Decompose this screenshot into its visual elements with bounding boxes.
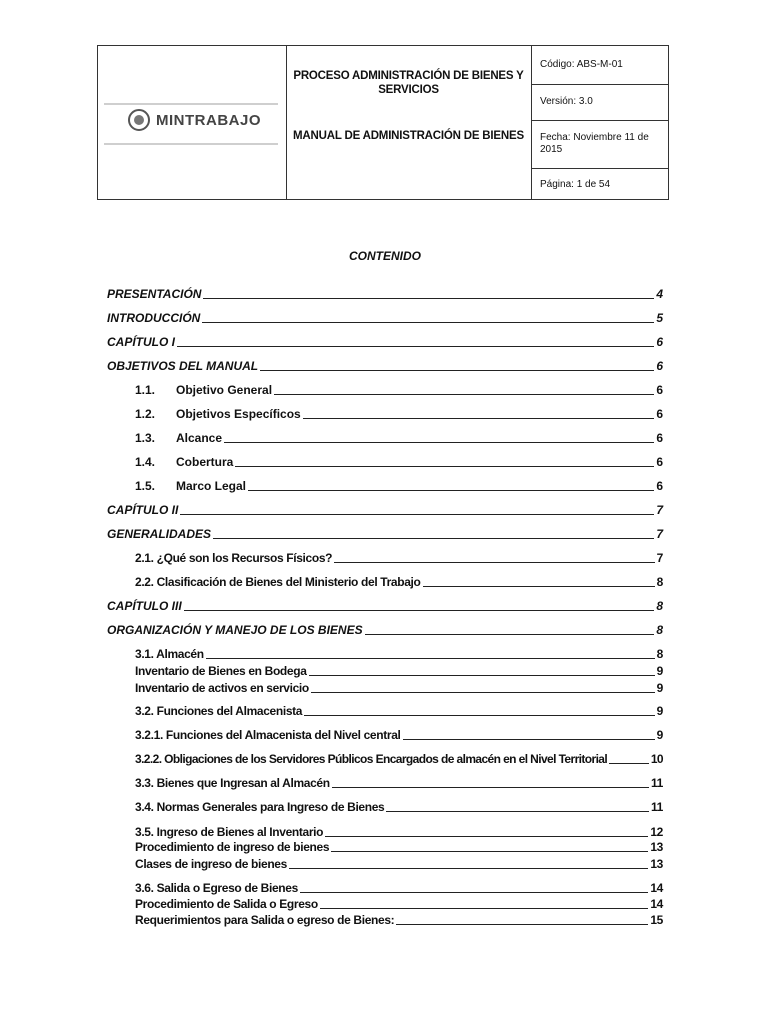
document-header [97, 45, 669, 200]
toc-entry-number: 1.4. [135, 455, 156, 469]
toc-entry-page: 6 [656, 383, 663, 397]
toc-entry-title: 2.1. ¿Qué son los Recursos Físicos? [135, 551, 333, 565]
toc-leader [203, 297, 654, 299]
toc-leader [325, 835, 648, 837]
toc-leader [184, 609, 655, 611]
toc-entry-title: Clases de ingreso de bienes [135, 857, 287, 871]
toc-entry[interactable] [135, 478, 663, 494]
toc-leader [334, 561, 655, 563]
toc-entry-title: Cobertura [176, 455, 234, 469]
logo-rule-bottom [104, 143, 278, 145]
toc-entry-title: Objetivo General [176, 383, 273, 397]
toc-entry-page: 6 [656, 359, 663, 373]
toc-leader [365, 633, 655, 635]
toc-entry-page: 6 [656, 335, 663, 349]
meta-divider [531, 120, 668, 121]
logo-text: MINTRABAJO [156, 111, 261, 129]
toc-leader [331, 850, 648, 852]
toc-entry[interactable] [135, 680, 663, 696]
toc-entry-title: CAPÍTULO I [107, 335, 175, 349]
toc-entry-title: GENERALIDADES [107, 527, 212, 541]
title-cell [286, 46, 532, 199]
toc-entry[interactable] [135, 703, 663, 719]
toc-entry[interactable] [135, 839, 663, 855]
toc-entry-page: 7 [656, 551, 663, 565]
toc-leader [320, 907, 648, 909]
codigo-label: Código: ABS-M-01 [540, 59, 623, 70]
toc-leader [206, 657, 655, 659]
toc-entry-title: 3.2.2. Obligaciones de los Servidores Públicos Encargados de almacén en el Nivel Territorial [135, 752, 608, 766]
toc-entry-page: 15 [650, 913, 663, 927]
toc-entry-page: 7 [656, 503, 663, 517]
toc-leader [403, 738, 655, 740]
toc-entry[interactable] [107, 310, 663, 326]
toc-entry-number: 1.1. [135, 383, 156, 397]
toc-entry-title: Marco Legal [176, 479, 247, 493]
toc-entry-page: 8 [656, 623, 663, 637]
toc-entry-number: 1.5. [135, 479, 156, 493]
mintrabajo-logo [128, 109, 261, 131]
toc-leader [304, 714, 655, 716]
toc-entry-title: Alcance [176, 431, 223, 445]
toc-entry-title: OBJETIVOS DEL MANUAL [107, 359, 259, 373]
toc-entry[interactable] [135, 406, 663, 422]
toc-entry-page: 11 [651, 776, 663, 790]
toc-entry-page: 13 [650, 840, 663, 854]
toc-entry-page: 6 [656, 431, 663, 445]
toc-entry-page: 10 [650, 752, 663, 766]
toc-entry[interactable] [135, 550, 663, 566]
toc-entry-page: 6 [656, 479, 663, 493]
toc-leader [177, 345, 654, 347]
toc-leader [180, 513, 654, 515]
toc-entry[interactable] [135, 880, 663, 896]
toc-entry[interactable] [135, 824, 663, 840]
toc-leader [260, 369, 654, 371]
toc-entry[interactable] [135, 663, 663, 679]
toc-entry-title: Inventario de activos en servicio [135, 681, 309, 695]
toc-entry-title: PRESENTACIÓN [107, 287, 202, 301]
logo-rule-top [104, 103, 278, 105]
toc-entry-page: 14 [650, 881, 663, 895]
toc-entry-page: 9 [656, 681, 663, 695]
toc-entry-title: CAPÍTULO III [107, 599, 182, 613]
toc-entry-page: 9 [656, 704, 663, 718]
toc-entry[interactable] [135, 430, 663, 446]
toc-leader [289, 867, 648, 869]
toc-entry[interactable] [107, 622, 663, 638]
meta-divider [531, 168, 668, 169]
toc-entry-title: 3.3. Bienes que Ingresan al Almacén [135, 776, 330, 790]
toc-entry-title: Procedimiento de ingreso de bienes [135, 840, 330, 854]
toc-entry-page: 8 [656, 599, 663, 613]
toc-leader [303, 417, 655, 419]
toc-entry[interactable] [135, 574, 663, 590]
toc-entry[interactable] [135, 896, 663, 912]
toc-entry[interactable] [135, 856, 663, 872]
toc-leader [235, 465, 654, 467]
toc-entry-title: Procedimiento de Salida o Egreso [135, 897, 318, 911]
toc-entry-page: 9 [656, 664, 663, 678]
toc-leader [248, 489, 654, 491]
toc-entry-page: 6 [656, 407, 663, 421]
logo-cell [98, 46, 287, 199]
toc-entry-page: 11 [651, 800, 663, 814]
toc-entry-page: 8 [656, 647, 663, 661]
toc-entry[interactable] [107, 526, 663, 542]
toc-leader [224, 441, 654, 443]
toc-entry-number: 1.2. [135, 407, 156, 421]
toc-entry-page: 14 [650, 897, 663, 911]
toc-entry[interactable] [107, 598, 663, 614]
meta-divider [531, 84, 668, 85]
toc-entry-title: 3.2. Funciones del Almacenista [135, 704, 303, 718]
toc-entry[interactable] [107, 502, 663, 518]
toc-entry-number: 1.3. [135, 431, 156, 445]
toc-entry[interactable] [135, 646, 663, 662]
toc-entry[interactable] [135, 454, 663, 470]
toc-entry[interactable] [135, 751, 663, 767]
toc-leader [332, 786, 649, 788]
toc-entry[interactable] [135, 799, 663, 815]
toc-entry-page: 9 [656, 728, 663, 742]
toc-entry[interactable] [135, 775, 663, 791]
toc-entry-title: Objetivos Específicos [176, 407, 301, 421]
coat-of-arms-icon [128, 109, 150, 131]
toc-leader [202, 321, 654, 323]
toc-entry-title: 3.1. Almacén [135, 647, 204, 661]
toc-leader [609, 762, 649, 764]
toc-leader [300, 891, 648, 893]
toc-entry[interactable] [135, 727, 663, 743]
version-label: Versión: 3.0 [540, 96, 593, 107]
toc-entry-page: 7 [656, 527, 663, 541]
contents-title: CONTENIDO [349, 249, 421, 263]
toc-entry-title: INTRODUCCIÓN [107, 311, 201, 325]
toc-entry-title: 3.4. Normas Generales para Ingreso de Bienes [135, 800, 385, 814]
toc-entry-title: CAPÍTULO II [107, 503, 179, 517]
toc-entry-page: 4 [656, 287, 663, 301]
toc-leader [274, 393, 654, 395]
process-title: PROCESO ADMINISTRACIÓN DE BIENES Y SERVICIOS [293, 70, 524, 96]
toc-entry[interactable] [107, 286, 663, 302]
metadata-cell [531, 46, 668, 199]
toc-entry-title: Inventario de Bienes en Bodega [135, 664, 307, 678]
toc-entry-title: Requerimientos para Salida o egreso de Bienes: [135, 913, 395, 927]
toc-entry-title: 3.6. Salida o Egreso de Bienes [135, 881, 298, 895]
toc-entry-title: 3.2.1. Funciones del Almacenista del Nivel central [135, 728, 401, 742]
toc-entry[interactable] [107, 358, 663, 374]
toc-leader [309, 674, 655, 676]
toc-leader [213, 537, 654, 539]
toc-entry-title: ORGANIZACIÓN Y MANEJO DE LOS BIENES [107, 623, 363, 637]
toc-leader [311, 691, 655, 693]
toc-entry[interactable] [135, 912, 663, 928]
pagina-label: Página: 1 de 54 [540, 179, 611, 190]
fecha-label: Fecha: Noviembre 11 de 2015 [540, 132, 649, 155]
toc-entry-page: 13 [650, 857, 663, 871]
toc-entry-page: 5 [656, 311, 663, 325]
toc-entry[interactable] [107, 334, 663, 350]
toc-entry-page: 12 [650, 825, 663, 839]
toc-leader [386, 810, 649, 812]
toc-entry-page: 8 [656, 575, 663, 589]
manual-title: MANUAL DE ADMINISTRACIÓN DE BIENES [293, 130, 524, 142]
toc-entry-page: 6 [656, 455, 663, 469]
toc-entry[interactable] [135, 382, 663, 398]
toc-entry-title: 3.5. Ingreso de Bienes al Inventario [135, 825, 324, 839]
toc-entry-title: 2.2. Clasificación de Bienes del Ministerio del Trabajo [135, 575, 421, 589]
toc-leader [396, 923, 648, 925]
toc-leader [423, 585, 655, 587]
